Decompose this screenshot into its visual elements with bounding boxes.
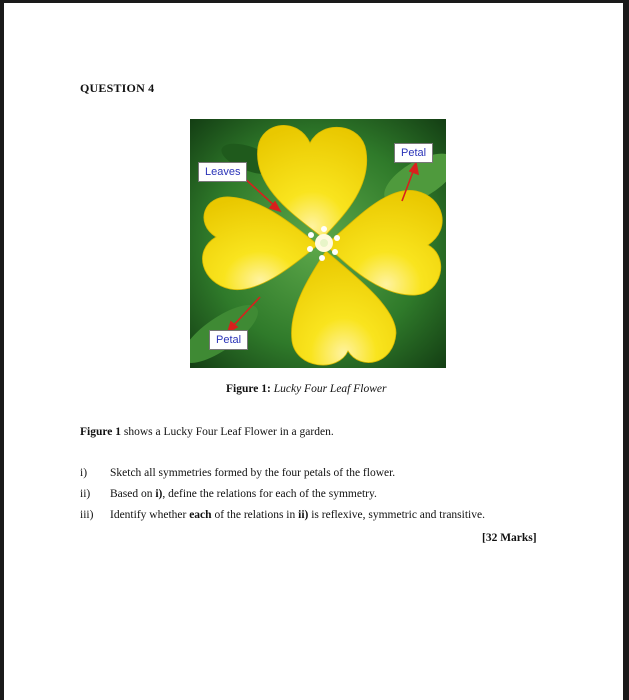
question-item-segment: Sketch all symmetries formed by the four petals of the flower. <box>110 467 396 479</box>
question-item-emphasis: ii) <box>298 509 309 521</box>
label-petal-bottom: Petal <box>209 330 248 350</box>
question-item-text <box>110 509 485 521</box>
intro-text: shows a Lucky Four Leaf Flower in a garden. <box>121 426 334 438</box>
figure-caption <box>226 383 386 395</box>
question-item-text <box>110 467 395 479</box>
figure-caption-label: Figure 1 <box>226 383 267 395</box>
label-leaves: Leaves <box>198 162 247 182</box>
question-item-emphasis: each <box>189 509 212 521</box>
figure-caption-text: Lucky Four Leaf Flower <box>273 383 387 395</box>
document-page <box>4 3 623 700</box>
question-item-segment: , define the relations for each of the symmetry. <box>162 488 377 500</box>
intro-figure-ref: Figure 1 <box>80 426 121 438</box>
marks-label: [32 Marks] <box>482 532 537 544</box>
question-item-number: i) <box>80 467 88 479</box>
question-item-segment: Identify whether <box>110 509 190 521</box>
figure-caption-separator: : <box>267 383 274 395</box>
question-item-emphasis: i) <box>155 488 163 500</box>
question-item-text <box>110 488 377 500</box>
question-item <box>80 509 560 530</box>
question-item-segment: Based on <box>110 488 156 500</box>
question-list <box>80 467 560 530</box>
label-petal-top: Petal <box>394 143 433 163</box>
question-item <box>80 488 560 509</box>
question-item-number: ii) <box>80 488 91 500</box>
intro-paragraph <box>80 426 334 438</box>
question-item-number: iii) <box>80 509 94 521</box>
question-title: QUESTION 4 <box>80 81 155 95</box>
flower-figure <box>190 119 446 368</box>
question-item-segment: of the relations in <box>211 509 299 521</box>
question-item <box>80 467 560 488</box>
question-item-segment: is reflexive, symmetric and transitive. <box>308 509 485 521</box>
